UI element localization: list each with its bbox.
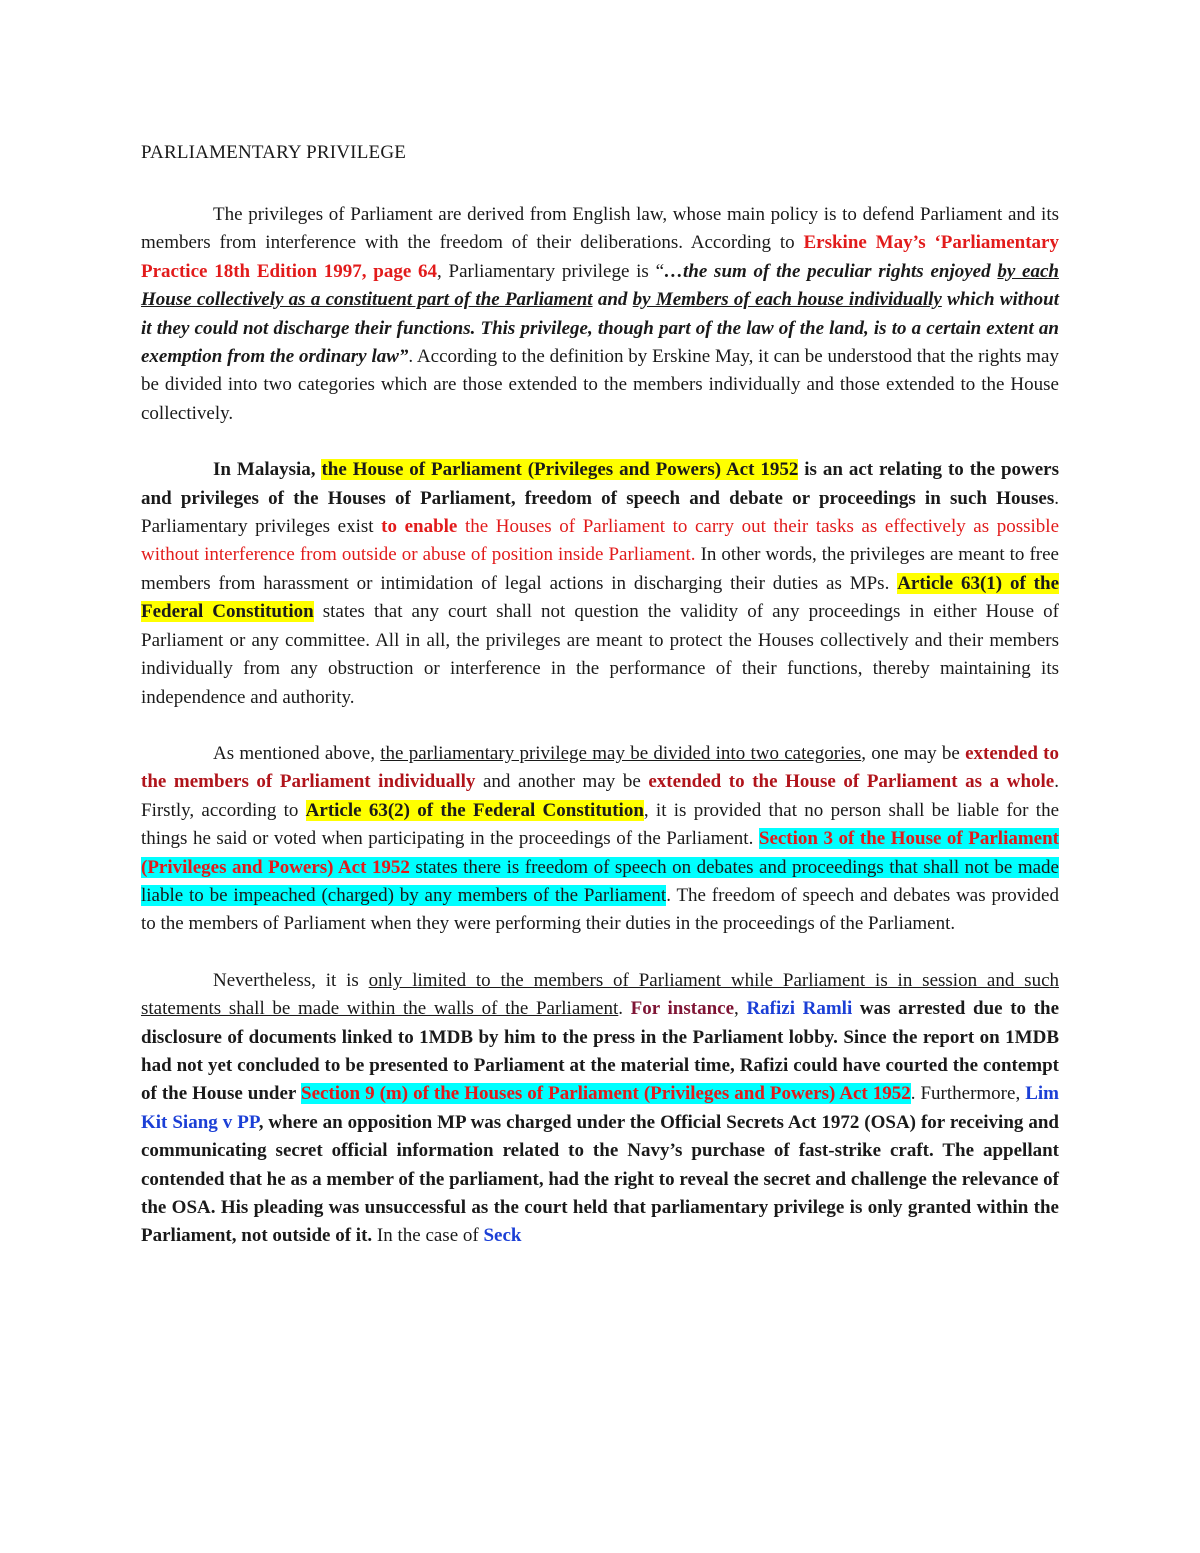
text-segment: For instance (630, 998, 735, 1020)
text-segment: . Firstly, according to (141, 771, 1059, 821)
text-segment: states there is freedom of speech on debates and proceedings that shall not be made liable to be impeached (charged) by any members of the Parliament (141, 856, 1059, 906)
page-title: PARLIAMENTARY PRIVILEGE (141, 142, 407, 163)
text-segment: Lim Kit Siang v PP (141, 1083, 1059, 1133)
text-segment: As mentioned above, (213, 742, 381, 764)
text-segment: . The freedom of speech and debates was provided to the members of Parliament when they were performing their duties in the proceedings of the Parliament. (141, 884, 1059, 935)
text-segment: Rafizi Ramli (746, 998, 853, 1020)
text-segment: , Parliamentary privilege is “ (437, 260, 665, 282)
text-segment: the parliamentary privilege may be divided into two categories (380, 742, 862, 764)
text-segment: and (592, 289, 633, 311)
text-segment: was arrested due to the disclosure of documents linked to 1MDB by him to the press in the Parliament lobby. Since the report on 1MDB had not yet concluded to be presented to Parliament at the material time, Rafizi could have courted the contempt of the House under (141, 998, 1060, 1105)
document-body (141, 201, 1059, 1251)
text-segment: extended to the House of Parliament as a whole (648, 771, 1055, 793)
text-segment: , it is provided that no person shall be liable for the things he said or voted when participating in the proceedings of the Parliament. (141, 799, 1059, 850)
text-segment: . According to the definition by Erskine May, it can be understood that the rights may be divided into two categories which are those extended to the members individually and those extended to the House collectively. (141, 346, 1059, 424)
text-segment: Erskine May’s ‘Parliamentary Practice 18th Edition 1997, page 64 (141, 232, 1059, 282)
text-segment: by each House collectively as a constituent part of the Parliament (141, 260, 1059, 311)
text-segment: …the sum of the peculiar rights enjoyed (664, 260, 998, 282)
text-segment: In the case of (372, 1225, 484, 1247)
text-segment: Seck (483, 1225, 522, 1247)
text-segment: . (618, 998, 631, 1020)
paragraph-2 (141, 456, 1059, 712)
text-segment: In Malaysia, (213, 459, 322, 481)
text-segment: the House of Parliament (Privileges and Powers) Act 1952 (321, 459, 799, 481)
text-segment: which without it they could not discharge their functions. This privilege, though part of the law of the land, is to a certain extent an exemption from the ordinary law” (141, 289, 1059, 368)
text-segment: Article 63(2) of the Federal Constitution (305, 799, 644, 821)
text-segment: extended to the members of Parliament individually (141, 742, 1060, 793)
text-segment: , where an opposition MP was charged under the Official Secrets Act 1972 (OSA) for receiving and communicating secret official information related to the Navy’s purchase of fast-strike craft. The appellant contended that he as a member of the parliament, had the right to reveal the secret and challenge the relevance of the OSA. His pleading was unsuccessful as the court held that parliamentary privilege is only granted within the Parliament, not outside of it. (141, 1111, 1059, 1247)
text-segment: . Furthermore, (910, 1083, 1026, 1105)
document-page (141, 138, 1059, 1279)
text-segment: to enable (381, 516, 458, 538)
text-segment: Article 63(1) of the Federal Constitution (141, 572, 1060, 623)
paragraph-3 (141, 740, 1059, 939)
text-segment: only limited to the members of Parliament while Parliament is in session and such statements shall be made within the walls of the Parliament (141, 969, 1059, 1020)
text-segment: . Parliamentary privileges exist (141, 487, 1059, 538)
text-segment: Nevertheless, it is (213, 969, 369, 991)
text-segment: , one may be (861, 742, 966, 764)
text-segment: is an act relating to the powers and privileges of the Houses of Parliament, freedom of speech and debate or proceedings in such Houses (141, 459, 1059, 509)
text-segment: by Members of each house individually (632, 289, 942, 311)
text-segment: The privileges of Parliament are derived from English law, whose main policy is to defend Parliament and its members from interference with the freedom of their deliberations. According to (141, 204, 1059, 254)
text-segment: states that any court shall not question the validity of any proceedings in either House of Parliament or any committee. All in all, the privileges are meant to protect the Houses collectively and their members individually from any obstruction or interference in the performance of their functions, thereby maintaining its independence and authority. (141, 601, 1060, 708)
paragraph-4 (141, 967, 1059, 1251)
text-segment: the Houses of Parliament to carry out their tasks as effectively as possible without interference from outside or abuse of position inside Parliament. (141, 516, 1060, 566)
text-segment: Section 9 (m) of the Houses of Parliament (Privileges and Powers) Act 1952 (301, 1083, 911, 1105)
text-segment: and another may be (475, 771, 649, 793)
text-segment: , (734, 998, 747, 1020)
text-segment: Section 3 of the House of Parliament (Privileges and Powers) Act 1952 (141, 828, 1060, 878)
paragraph-1 (141, 201, 1059, 428)
text-segment: In other words, the privileges are meant to free members from harassment or intimidation of legal actions in discharging their duties as MPs. (141, 544, 1059, 594)
